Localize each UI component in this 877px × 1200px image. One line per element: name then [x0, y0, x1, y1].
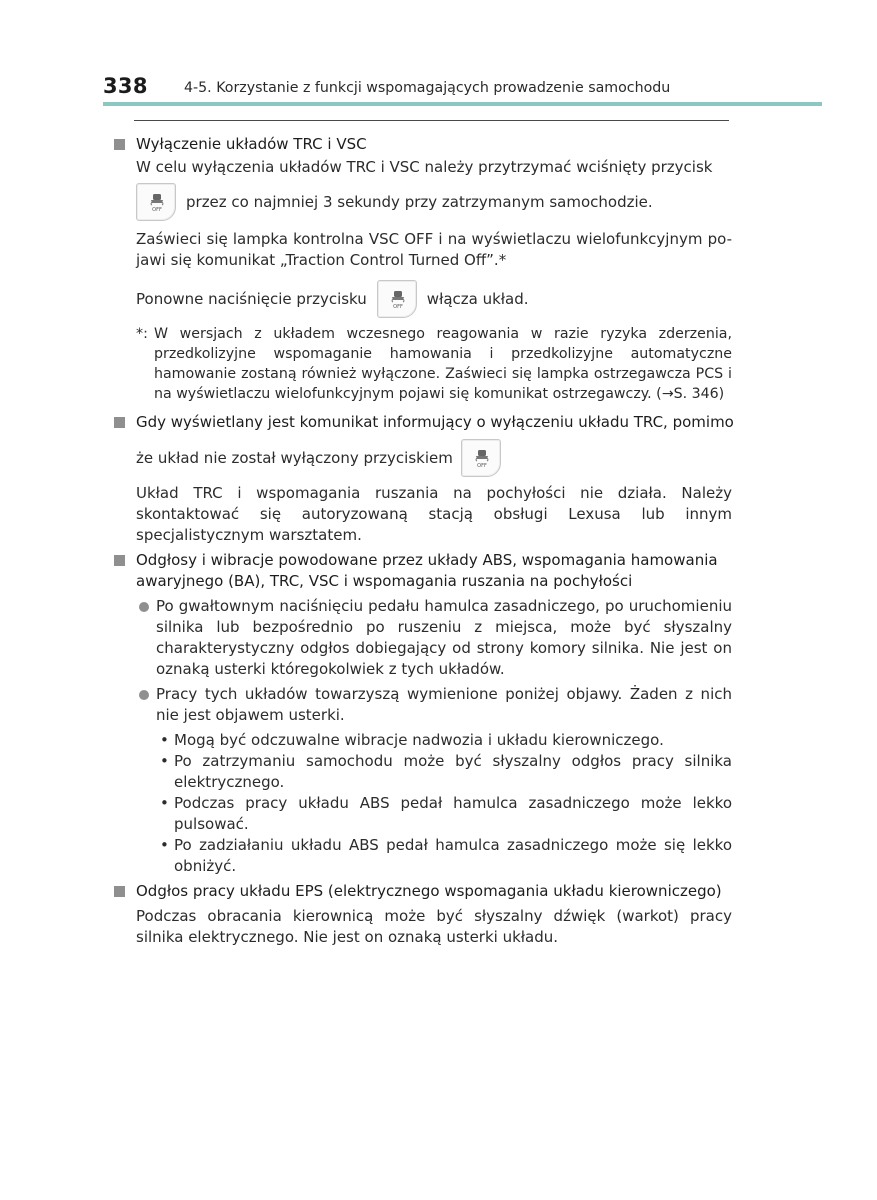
list-item-text: Pracy tych układów towarzyszą wymienione poniżej objawy. Żaden z nich nie jest objawem usterki.	[156, 685, 732, 724]
section-heading-text: Odgłos pracy układu EPS (elektrycznego wspomagania układu kierowniczego)	[136, 882, 722, 900]
sub-list-item-text: Po zatrzymaniu samochodu może być słyszalny odgłos pracy silnika elektrycznego.	[174, 752, 732, 791]
paragraph: Podczas obracania kierownicą może być słyszalny dźwięk (warkot) pracy silnika elektrycznego. Nie jest on oznaką usterki układu.	[136, 907, 732, 946]
section-heading-text: Wyłączenie układów TRC i VSC	[136, 135, 367, 153]
list-item	[112, 684, 732, 726]
section-heading-trc-vsc-off	[112, 134, 732, 155]
section-heading-trc-message	[112, 412, 732, 433]
paragraph: Zaświeci się lampka kontrolna VSC OFF i na wyświetlaczu wielofunkcyjnym po-jawi się komunikat „Traction Control Turned Off”.*	[136, 230, 732, 269]
section-marker	[114, 555, 125, 566]
inline-button-row	[112, 439, 732, 477]
chapter-title: 4-5. Korzystanie z funkcji wspomagających prowadzenie samochodu	[184, 80, 671, 96]
sub-list-item	[112, 793, 732, 835]
paragraph: W celu wyłączenia układów TRC i VSC należy przytrzymać wciśnięty przycisk	[136, 158, 713, 176]
inline-button-row	[112, 183, 732, 221]
paragraph: Ponowne naciśnięcie przycisku	[136, 289, 367, 308]
bullet-icon	[139, 602, 149, 612]
section-heading-text: Odgłosy i wibracje powodowane przez układy ABS, wspomagania hamowania awaryjnego (BA), TRC, VSC i wspomagania ruszania na pochyłości	[136, 551, 718, 590]
list-item-text: Po gwałtownym naciśnięciu pedału hamulca zasadniczego, po uruchomieniu silnika lub bezpośrednio po ruszeniu z miejsca, może być słyszalny charakterystyczny odgłos dobiegający od strony komory silnika. Nie jest on oznaką usterki któregokolwiek z tych układów.	[156, 597, 732, 678]
footnote-text: W wersjach z układem wczesnego reagowania w razie ryzyka zderzenia, przedkolizyjne wspomaganie hamowania i przedkolizyjne automatyczne hamowanie zostaną również wyłączone. Zaświeci się lampka ostrzegawcza PCS i na wyświetlaczu wielofunkcyjnym pojawi się komunikat ostrzegawczy. (→S. 346)	[154, 326, 732, 402]
list-item	[112, 596, 732, 680]
section-heading-eps	[112, 881, 732, 902]
trc-off-button-icon	[136, 183, 176, 221]
svg-text:OFF: OFF	[477, 463, 487, 469]
section-heading-text: Gdy wyświetlany jest komunikat informujący o wyłączeniu układu TRC, pomimo	[136, 413, 734, 431]
section-rule	[134, 120, 729, 121]
sub-list-item-text: Podczas pracy układu ABS pedał hamulca zasadniczego może lekko pulsować.	[174, 794, 732, 833]
footnote-marker: *:	[136, 326, 148, 342]
sub-list-item-text: Mogą być odczuwalne wibracje nadwozia i układu kierowniczego.	[174, 731, 664, 749]
sub-bullet-marker: •	[160, 794, 169, 812]
trc-off-button-icon	[461, 439, 501, 477]
sub-list-item	[112, 730, 732, 751]
paragraph: przez co najmniej 3 sekundy przy zatrzymanym samochodzie.	[186, 192, 653, 211]
section-marker	[114, 886, 125, 897]
trc-off-button-icon	[377, 280, 417, 318]
svg-text:OFF: OFF	[152, 207, 162, 213]
sub-list-item	[112, 751, 732, 793]
page-number: 338	[103, 74, 148, 98]
sub-bullet-marker: •	[160, 731, 169, 749]
paragraph: włącza układ.	[426, 289, 529, 308]
svg-text:OFF: OFF	[392, 304, 403, 310]
section-marker	[114, 139, 125, 150]
sub-list-item	[112, 835, 732, 877]
footnote	[112, 324, 732, 404]
page-content	[112, 134, 732, 948]
header-rule	[103, 102, 822, 106]
inline-button-row	[112, 280, 732, 318]
sub-list-item-text: Po zadziałaniu układu ABS pedał hamulca zasadniczego może się lekko obniżyć.	[174, 836, 732, 875]
section-heading-text: że układ nie został wyłączony przyciskiem	[136, 448, 453, 467]
section-marker	[114, 417, 125, 428]
sub-bullet-marker: •	[160, 752, 169, 770]
sub-bullet-marker: •	[160, 836, 169, 854]
bullet-icon	[139, 690, 149, 700]
paragraph: Układ TRC i wspomagania ruszania na pochyłości nie działa. Należy skontaktować się autoryzowaną stacją obsługi Lexusa lub innym specjalistycznym warsztatem.	[136, 484, 732, 544]
section-heading-noises	[112, 550, 732, 592]
